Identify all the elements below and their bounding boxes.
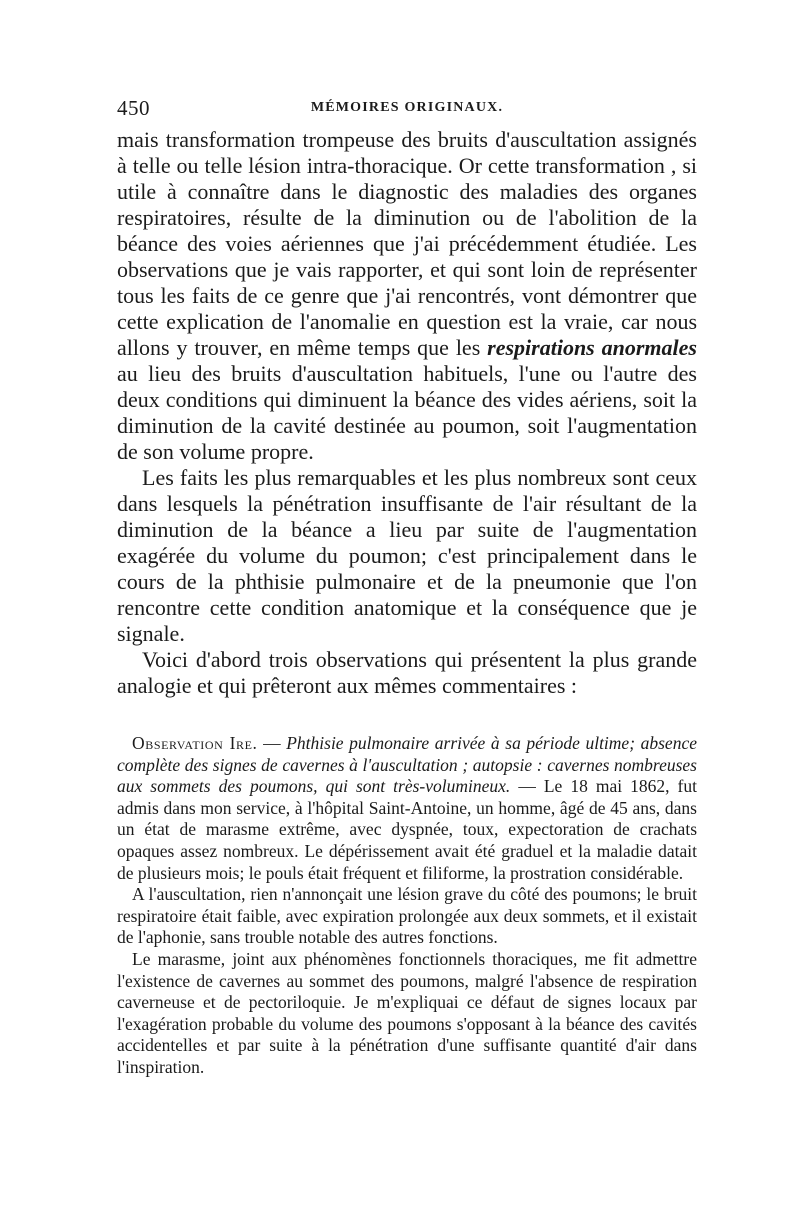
observation-title: Phthisie pulmonaire arrivée à sa période ultime; absence complète des signes de cavernes à l'auscultation ; autopsie : cavernes nombreuses aux sommets des poumons, qui sont très-volumineux.: [117, 733, 697, 797]
observation-text: — Le 18 mai 1862, fut admis dans mon service, à l'hôpital Saint-Antoine, un homme, âgé de 45 ans, dans un état de marasme extrême, avec dyspnée, toux, expectoration de crachats opaques assez nombreux. Le dépérissement avait été graduel et la maladie datait de plusieurs mois; le pouls était fréquent et filiforme, la prostration considérable.: [117, 776, 697, 883]
observation-label: Observation Ire.: [132, 733, 258, 753]
running-head: [117, 96, 697, 120]
main-text: [117, 127, 697, 1079]
paragraph-text: au lieu des bruits d'auscultation habituels, l'une ou l'autre des deux conditions qui diminuent la béance des vides aériens, soit la diminution de la cavité destinée au poumon, soit l'augmentation de son volume propre.: [117, 361, 697, 464]
paragraph-text: mais transformation trompeuse des bruits d'auscultation assignés à telle ou telle lésion intra-thoracique. Or cette transformation , si utile à connaître dans le diagnostic des maladies des organes respiratoires, résulte de la diminution ou de l'abolition de la béance des voies aériennes que j'ai précédemment étudiée. Les observations que je vais rapporter, et qui sont loin de représenter tous les faits de ce genre que j'ai rencontrés, vont démontrer que cette explication de l'anomalie en question est la vraie, car nous allons y trouver, en même temps que les: [117, 127, 697, 360]
observation-paragraph: Le marasme, joint aux phénomènes fonctionnels thoraciques, me fit admettre l'existence de cavernes au sommet des poumons, malgré l'absence de respiration caverneuse et de pectoriloquie. Je m'expliquai ce défaut de signes locaux par l'exagération probable du volume des poumons s'opposant à la béance des cavités accidentelles et par suite à la pénétration d'une suffisante quantité d'air dans l'inspiration.: [117, 948, 697, 1077]
paragraph: Voici d'abord trois observations qui présentent la plus grande analogie et qui prêteront aux mêmes commentaires :: [117, 647, 697, 698]
observation-block: [117, 733, 697, 1079]
observation-paragraph: A l'auscultation, rien n'annonçait une lésion grave du côté des poumons; le bruit respiratoire était faible, avec expiration prolongée aux deux sommets, et il existait de l'aphonie, sans trouble notable des autres fonctions.: [117, 884, 697, 948]
observation-heading-paragraph: [117, 733, 697, 884]
page-number: 450: [117, 96, 150, 120]
observation-dash: —: [257, 733, 287, 753]
paragraph: Les faits les plus remarquables et les plus nombreux sont ceux dans lesquels la pénétration insuffisante de l'air résultant de la diminution de la béance a lieu par suite de l'augmentation exagérée du volume du poumon; c'est principalement dans le cours de la phthisie pulmonaire et de la pneumonie que l'on rencontre cette condition anatomique et la conséquence que je signale.: [117, 465, 697, 646]
paragraph-continued: [117, 127, 697, 465]
italic-term: respirations anormales: [487, 335, 697, 360]
running-title: MÉMOIRES ORIGINAUX.: [310, 100, 504, 115]
